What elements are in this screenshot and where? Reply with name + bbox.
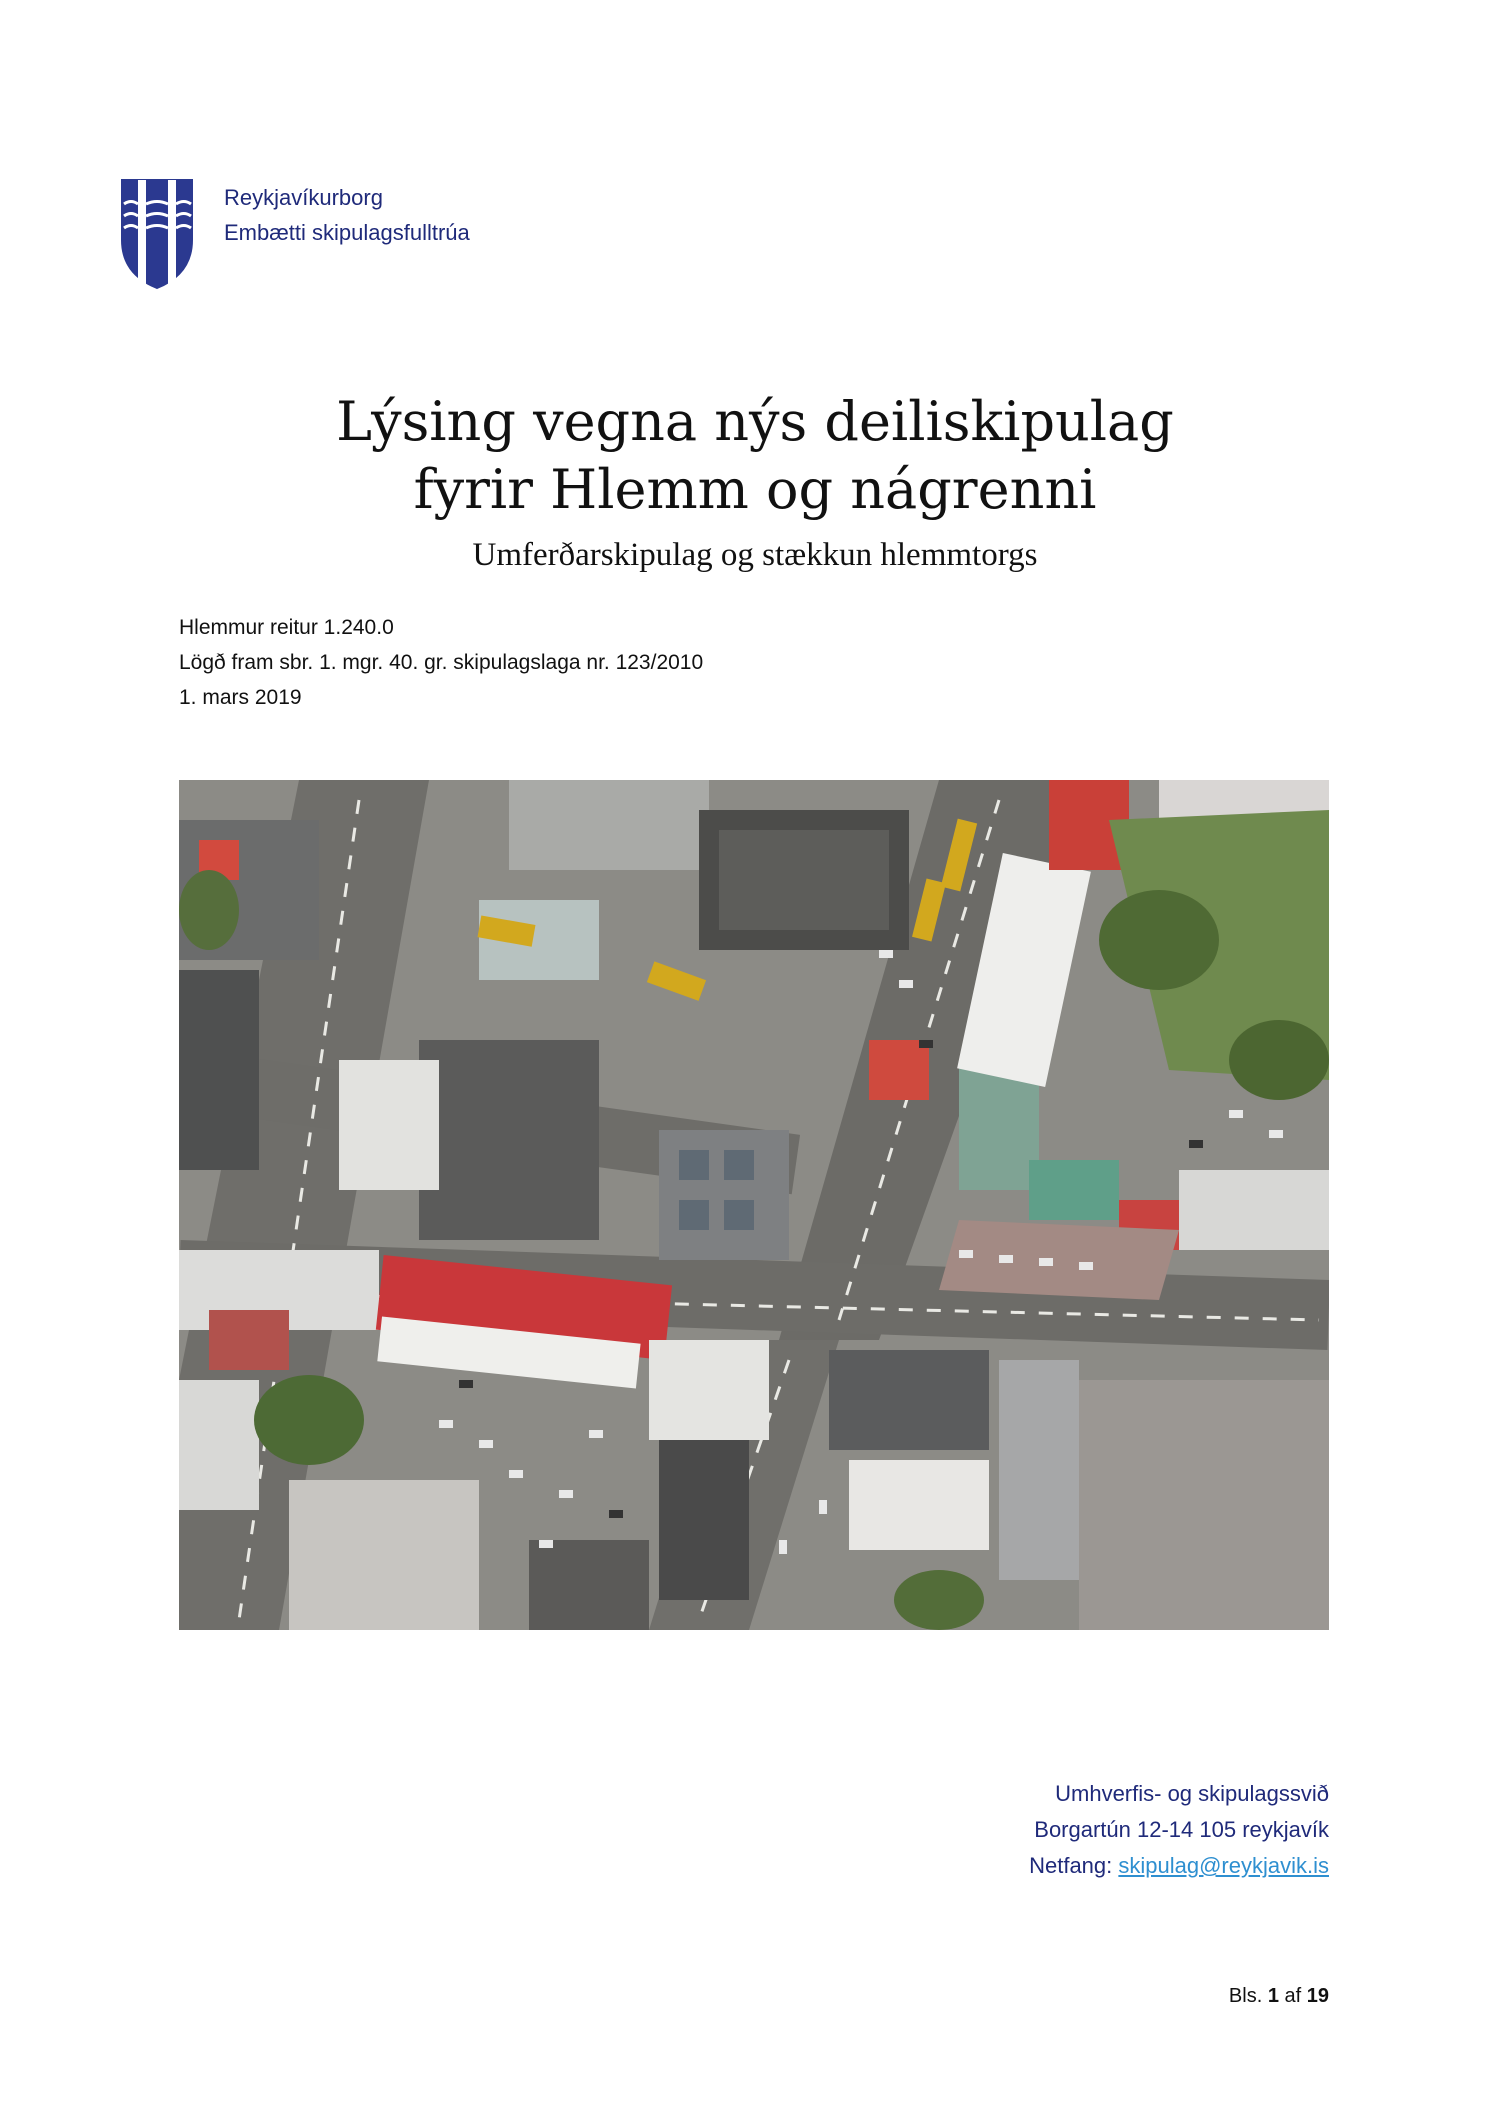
contact-email-link[interactable]: skipulag@reykjavik.is [1118, 1853, 1329, 1878]
meta-legal: Lögð fram sbr. 1. mgr. 40. gr. skipulagslaga nr. 123/2010 [179, 651, 704, 674]
page-subtitle: Umferðarskipulag og stækkun hlemmtorgs [472, 537, 1038, 573]
contact-department: Umhverfis- og skipulagssvið [1055, 1781, 1329, 1806]
title-line-1: Lýsing vegna nýs deiliskipulag [336, 390, 1174, 453]
org-header [120, 178, 540, 293]
page-total: 19 [1306, 1985, 1329, 2007]
page-separator: af [1278, 1985, 1307, 2007]
contact-address: Borgartún 12-14 105 reykjavík [1034, 1817, 1329, 1842]
contact-email-label: Netfang: [1029, 1853, 1119, 1878]
contact-email-line [1029, 1848, 1329, 1884]
page-current: 1 [1267, 1985, 1279, 2007]
org-department: Embætti skipulagsfulltrúa [224, 220, 470, 245]
aerial-photo [179, 780, 1329, 1630]
page-number [1229, 1985, 1329, 2008]
page-title [180, 388, 1330, 524]
title-line-2: fyrir Hlemm og nágrenni [413, 458, 1097, 521]
page-prefix: Bls. [1228, 1985, 1268, 2007]
meta-area: Hlemmur reitur 1.240.0 [179, 616, 394, 639]
reykjavik-coat-of-arms-icon [120, 178, 194, 290]
document-meta [179, 610, 703, 715]
org-name: Reykjavíkurborg [224, 185, 383, 210]
aerial-photo-illustration [179, 780, 1329, 1630]
contact-block [1029, 1776, 1329, 1884]
meta-date: 1. mars 2019 [179, 686, 302, 709]
